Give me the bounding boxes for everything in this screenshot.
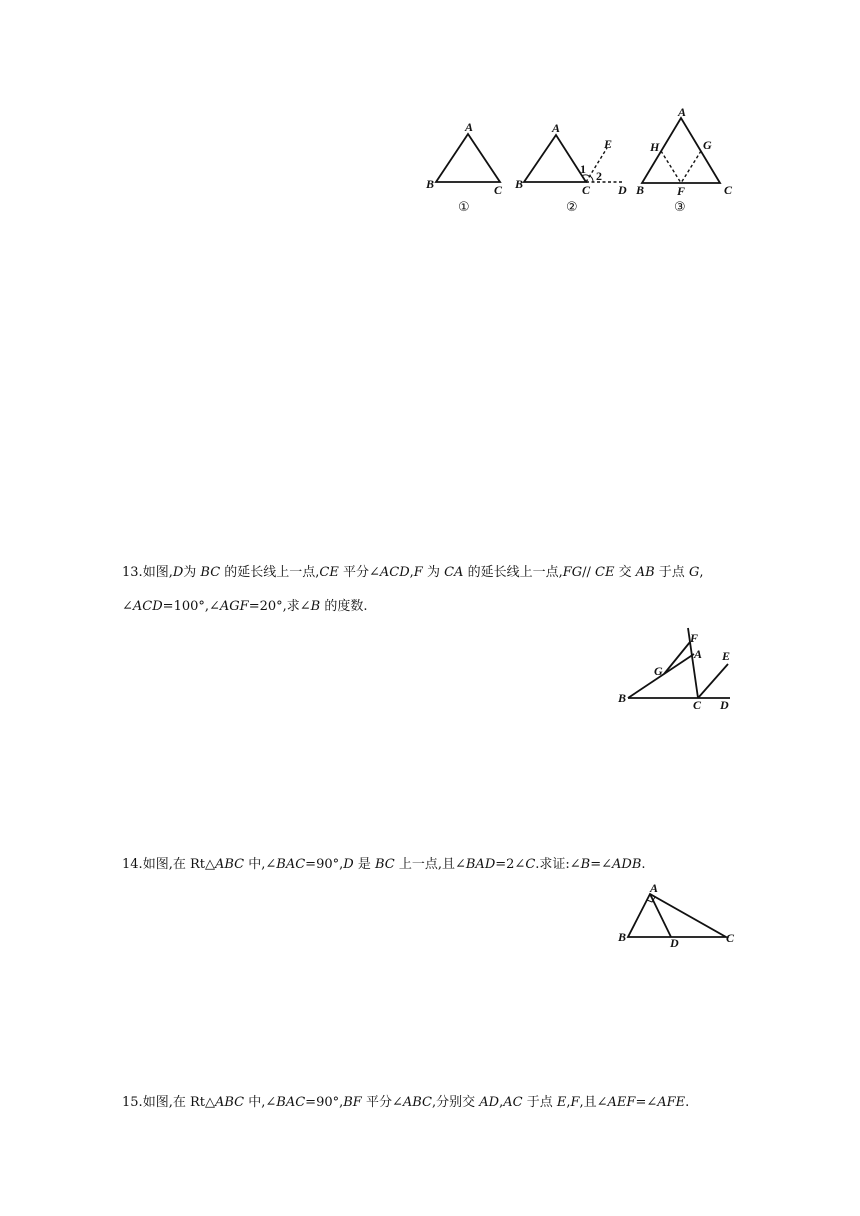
label-f: F bbox=[677, 184, 686, 198]
label-g: G bbox=[654, 664, 663, 678]
figure-1 bbox=[420, 118, 510, 218]
segment-gf bbox=[681, 151, 701, 183]
segment-gf bbox=[664, 642, 690, 674]
ray-ce bbox=[698, 664, 728, 698]
label-h: H bbox=[650, 140, 660, 154]
figure-caption: ③ bbox=[674, 200, 686, 215]
label-c: C bbox=[693, 698, 702, 712]
label-c: C bbox=[724, 183, 733, 197]
problem-number: 14. bbox=[122, 857, 143, 872]
problem-number: 13. bbox=[122, 565, 143, 580]
problem-13: 13.如图,D为 BC 的延长线上一点,CE 平分∠ACD,F 为 CA 的延长线上一点,FG// CE 交 AB 于点 G, ∠ACD=100°,∠AGF=20°,求∠B 的度数. bbox=[122, 563, 742, 617]
figure-caption: ② bbox=[566, 200, 578, 215]
label-e: E bbox=[722, 649, 731, 663]
label-d: D bbox=[720, 698, 729, 712]
angle-2-label: 2 bbox=[596, 169, 602, 183]
label-b: B bbox=[515, 177, 524, 191]
label-b: B bbox=[618, 930, 627, 944]
label-f: F bbox=[690, 631, 699, 645]
problem-number: 15. bbox=[122, 1095, 143, 1110]
problem-13-line-2: ∠ACD=100°,∠AGF=20°,求∠B 的度数. bbox=[122, 599, 368, 614]
label-c: C bbox=[582, 183, 591, 197]
label-g: G bbox=[703, 138, 712, 152]
triangle-abc bbox=[524, 135, 586, 182]
figure-3 bbox=[630, 104, 740, 218]
label-b: B bbox=[426, 177, 435, 191]
angle-2-arc bbox=[590, 176, 593, 182]
label-a: A bbox=[694, 647, 703, 661]
angle-1-label: 1 bbox=[580, 162, 586, 176]
segment-hf bbox=[661, 151, 681, 183]
label-b: B bbox=[618, 691, 627, 705]
label-a: A bbox=[678, 105, 687, 119]
figure-14 bbox=[614, 880, 744, 955]
figure-2 bbox=[510, 118, 635, 218]
triangle-abc bbox=[628, 894, 726, 937]
label-d: D bbox=[670, 936, 679, 950]
label-d: D bbox=[618, 183, 627, 197]
triangle-abc bbox=[436, 134, 500, 182]
figure-13 bbox=[614, 625, 754, 715]
label-a: A bbox=[650, 881, 659, 895]
label-c: C bbox=[494, 183, 503, 197]
problem-15: 15.如图,在 Rt△ABC 中,∠BAC=90°,BF 平分∠ABC,分别交 AD,AC 于点 E,F,且∠AEF=∠AFE. bbox=[122, 1095, 690, 1110]
label-a: A bbox=[465, 120, 474, 134]
figure-caption: ① bbox=[458, 200, 470, 215]
label-c: C bbox=[726, 931, 735, 945]
problem-14: 14.如图,在 Rt△ABC 中,∠BAC=90°,D 是 BC 上一点,且∠BAD=2∠C.求证:∠B=∠ADB. bbox=[122, 857, 646, 872]
label-a: A bbox=[552, 121, 561, 135]
label-e: E bbox=[604, 137, 613, 151]
label-b: B bbox=[636, 183, 645, 197]
